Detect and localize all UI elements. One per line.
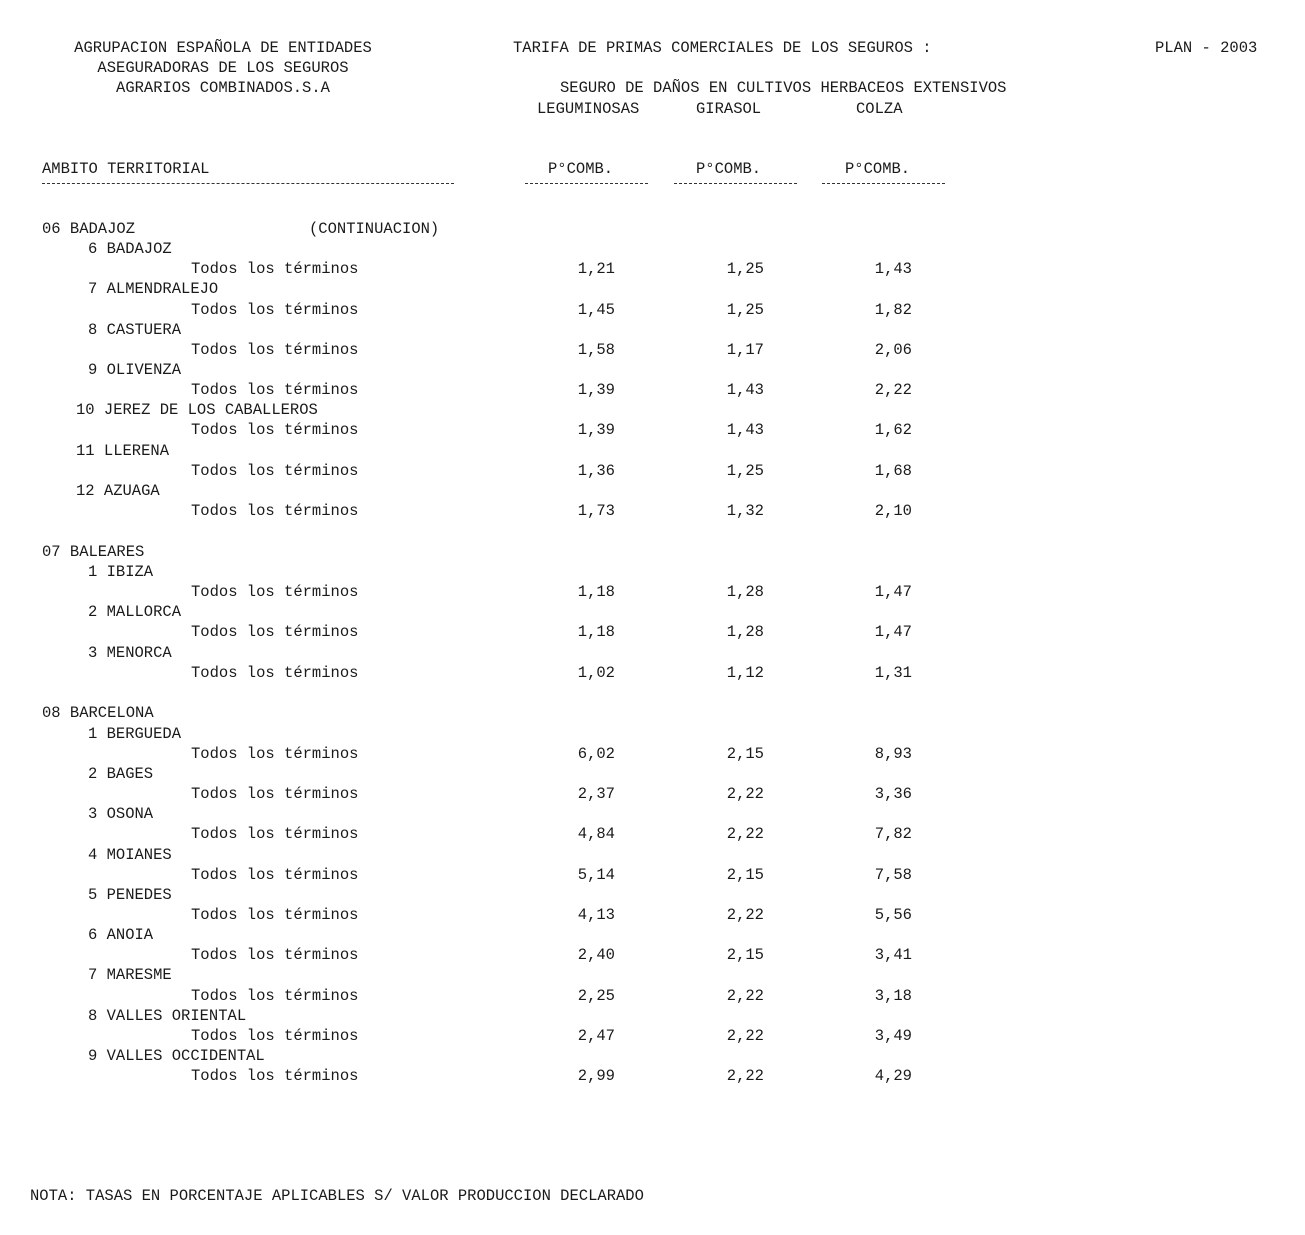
crop-colza: COLZA <box>856 100 903 118</box>
rate-cell: 1,02 <box>577 664 615 682</box>
comarca-row <box>0 804 1305 824</box>
table-row <box>0 461 1305 481</box>
rate-cell: 4,13 <box>577 906 615 924</box>
territory-label: 11 LLERENA <box>76 442 170 460</box>
province-row <box>0 542 1305 562</box>
term-label: Todos los términos <box>191 906 359 924</box>
province-row <box>0 219 1305 239</box>
table-row <box>0 784 1305 804</box>
rate-cell: 1,25 <box>726 260 764 278</box>
rate-cell: 6,02 <box>577 745 615 763</box>
territory-label: 1 IBIZA <box>88 563 154 581</box>
rate-cell: 1,58 <box>577 341 615 359</box>
column-header-1: P°COMB. <box>548 160 614 178</box>
territory-label: 6 BADAJOZ <box>88 240 172 258</box>
table-row <box>0 420 1305 440</box>
footnote: NOTA: TASAS EN PORCENTAJE APLICABLES S/ VALOR PRODUCCION DECLARADO <box>30 1187 644 1205</box>
table-row <box>0 744 1305 764</box>
term-label: Todos los términos <box>191 502 359 520</box>
rate-cell: 1,43 <box>726 421 764 439</box>
territory-label: 06 BADAJOZ <box>42 220 136 238</box>
rate-cell: 8,93 <box>874 745 912 763</box>
term-label: Todos los términos <box>191 987 359 1005</box>
rate-cell: 2,99 <box>577 1067 615 1085</box>
rate-cell: 1,43 <box>874 260 912 278</box>
rate-cell: 2,06 <box>874 341 912 359</box>
rate-cell: 1,17 <box>726 341 764 359</box>
territory-label: 7 ALMENDRALEJO <box>88 280 219 298</box>
table-row <box>0 622 1305 642</box>
comarca-row <box>0 239 1305 259</box>
rate-cell: 1,45 <box>577 301 615 319</box>
rate-cell: 1,18 <box>577 583 615 601</box>
term-label: Todos los términos <box>191 381 359 399</box>
term-label: Todos los términos <box>191 1067 359 1085</box>
rate-cell: 3,36 <box>874 785 912 803</box>
rate-cell: 1,82 <box>874 301 912 319</box>
column-header-2: P°COMB. <box>696 160 762 178</box>
rate-cell: 1,28 <box>726 583 764 601</box>
territory-label: 1 BERGUEDA <box>88 725 182 743</box>
term-label: Todos los términos <box>191 946 359 964</box>
table-row <box>0 1026 1305 1046</box>
rate-cell: 2,25 <box>577 987 615 1005</box>
rate-cell: 2,15 <box>726 866 764 884</box>
table-row <box>0 905 1305 925</box>
table-row <box>0 865 1305 885</box>
table-row <box>0 986 1305 1006</box>
term-label: Todos los términos <box>191 341 359 359</box>
column-header-territory: AMBITO TERRITORIAL <box>42 160 210 178</box>
territory-label: 9 OLIVENZA <box>88 361 182 379</box>
territory-label: 3 OSONA <box>88 805 154 823</box>
term-label: Todos los términos <box>191 785 359 803</box>
comarca-row <box>0 845 1305 865</box>
term-label: Todos los términos <box>191 745 359 763</box>
rate-cell: 1,28 <box>726 623 764 641</box>
comarca-row <box>0 279 1305 299</box>
crop-leguminosas: LEGUMINOSAS <box>537 100 640 118</box>
comarca-row <box>0 925 1305 945</box>
table-row <box>0 582 1305 602</box>
table-row <box>0 663 1305 683</box>
rate-cell: 1,47 <box>874 583 912 601</box>
rate-cell: 2,22 <box>726 825 764 843</box>
comarca-row <box>0 764 1305 784</box>
rate-cell: 2,47 <box>577 1027 615 1045</box>
territory-label: 8 CASTUERA <box>88 321 182 339</box>
territory-label: 6 ANOIA <box>88 926 154 944</box>
plan-label: PLAN - 2003 <box>1155 39 1258 57</box>
org-line-2: ASEGURADORAS DE LOS SEGUROS <box>97 59 349 77</box>
rate-cell: 2,15 <box>726 946 764 964</box>
table-row <box>0 259 1305 279</box>
rate-cell: 1,39 <box>577 381 615 399</box>
rate-cell: 2,22 <box>726 906 764 924</box>
term-label: Todos los términos <box>191 825 359 843</box>
rate-cell: 2,22 <box>726 1067 764 1085</box>
rate-cell: 2,22 <box>726 785 764 803</box>
term-label: Todos los términos <box>191 664 359 682</box>
rate-cell: 1,25 <box>726 462 764 480</box>
rate-cell: 1,73 <box>577 502 615 520</box>
comarca-row <box>0 1006 1305 1026</box>
rate-cell: 1,31 <box>874 664 912 682</box>
territory-label: 2 BAGES <box>88 765 154 783</box>
document-subtitle: SEGURO DE DAÑOS EN CULTIVOS HERBACEOS EXTENSIVOS <box>560 79 1007 97</box>
term-label: Todos los términos <box>191 1027 359 1045</box>
comarca-row <box>0 320 1305 340</box>
comarca-row <box>0 441 1305 461</box>
territory-label: 9 VALLES OCCIDENTAL <box>88 1047 265 1065</box>
rate-cell: 4,29 <box>874 1067 912 1085</box>
rate-cell: 2,40 <box>577 946 615 964</box>
rate-cell: 1,18 <box>577 623 615 641</box>
territory-label: 2 MALLORCA <box>88 603 182 621</box>
column-header-3: P°COMB. <box>845 160 911 178</box>
territory-label: 7 MARESME <box>88 966 172 984</box>
term-label: Todos los términos <box>191 583 359 601</box>
territory-label: 5 PENEDES <box>88 886 172 904</box>
comarca-row <box>0 602 1305 622</box>
rate-cell: 7,82 <box>874 825 912 843</box>
rate-cell: 1,36 <box>577 462 615 480</box>
territory-label: 08 BARCELONA <box>42 704 154 722</box>
table-row <box>0 340 1305 360</box>
rate-cell: 1,68 <box>874 462 912 480</box>
org-line-3: AGRARIOS COMBINADOS.S.A <box>116 79 330 97</box>
rate-cell: 2,10 <box>874 502 912 520</box>
rate-cell: 1,25 <box>726 301 764 319</box>
rate-cell: 1,47 <box>874 623 912 641</box>
rate-cell: 2,37 <box>577 785 615 803</box>
rate-cell: 4,84 <box>577 825 615 843</box>
territory-label: 07 BALEARES <box>42 543 145 561</box>
rate-cell: 2,22 <box>726 1027 764 1045</box>
comarca-row <box>0 360 1305 380</box>
rate-cell: 7,58 <box>874 866 912 884</box>
rate-cell: 1,21 <box>577 260 615 278</box>
rate-cell: 2,22 <box>726 987 764 1005</box>
comarca-row <box>0 965 1305 985</box>
table-row <box>0 501 1305 521</box>
rate-cell: 2,15 <box>726 745 764 763</box>
comarca-row <box>0 885 1305 905</box>
rate-cell: 2,22 <box>874 381 912 399</box>
territory-label: 12 AZUAGA <box>76 482 160 500</box>
term-label: Todos los términos <box>191 866 359 884</box>
org-line-1: AGRUPACION ESPAÑOLA DE ENTIDADES <box>74 39 372 57</box>
rate-cell: 3,18 <box>874 987 912 1005</box>
rate-cell: 1,39 <box>577 421 615 439</box>
table-row <box>0 824 1305 844</box>
continuation-label: (CONTINUACION) <box>309 220 440 238</box>
crop-girasol: GIRASOL <box>696 100 762 118</box>
table-row <box>0 380 1305 400</box>
rate-cell: 3,41 <box>874 946 912 964</box>
table-row <box>0 1066 1305 1086</box>
term-label: Todos los términos <box>191 623 359 641</box>
rate-cell: 1,43 <box>726 381 764 399</box>
comarca-row <box>0 562 1305 582</box>
territory-label: 4 MOIANES <box>88 846 172 864</box>
table-row <box>0 945 1305 965</box>
province-row <box>0 703 1305 723</box>
term-label: Todos los términos <box>191 421 359 439</box>
comarca-row <box>0 400 1305 420</box>
territory-label: 10 JEREZ DE LOS CABALLEROS <box>76 401 318 419</box>
comarca-row <box>0 643 1305 663</box>
rate-cell: 1,32 <box>726 502 764 520</box>
rate-cell: 5,14 <box>577 866 615 884</box>
rate-cell: 1,12 <box>726 664 764 682</box>
table-row <box>0 300 1305 320</box>
territory-label: 8 VALLES ORIENTAL <box>88 1007 247 1025</box>
territory-label: 3 MENORCA <box>88 644 172 662</box>
comarca-row <box>0 1046 1305 1066</box>
rate-cell: 5,56 <box>874 906 912 924</box>
rate-cell: 1,62 <box>874 421 912 439</box>
comarca-row <box>0 724 1305 744</box>
term-label: Todos los términos <box>191 462 359 480</box>
term-label: Todos los términos <box>191 301 359 319</box>
rate-cell: 3,49 <box>874 1027 912 1045</box>
comarca-row <box>0 481 1305 501</box>
term-label: Todos los términos <box>191 260 359 278</box>
document-title: TARIFA DE PRIMAS COMERCIALES DE LOS SEGUROS : <box>513 39 932 57</box>
